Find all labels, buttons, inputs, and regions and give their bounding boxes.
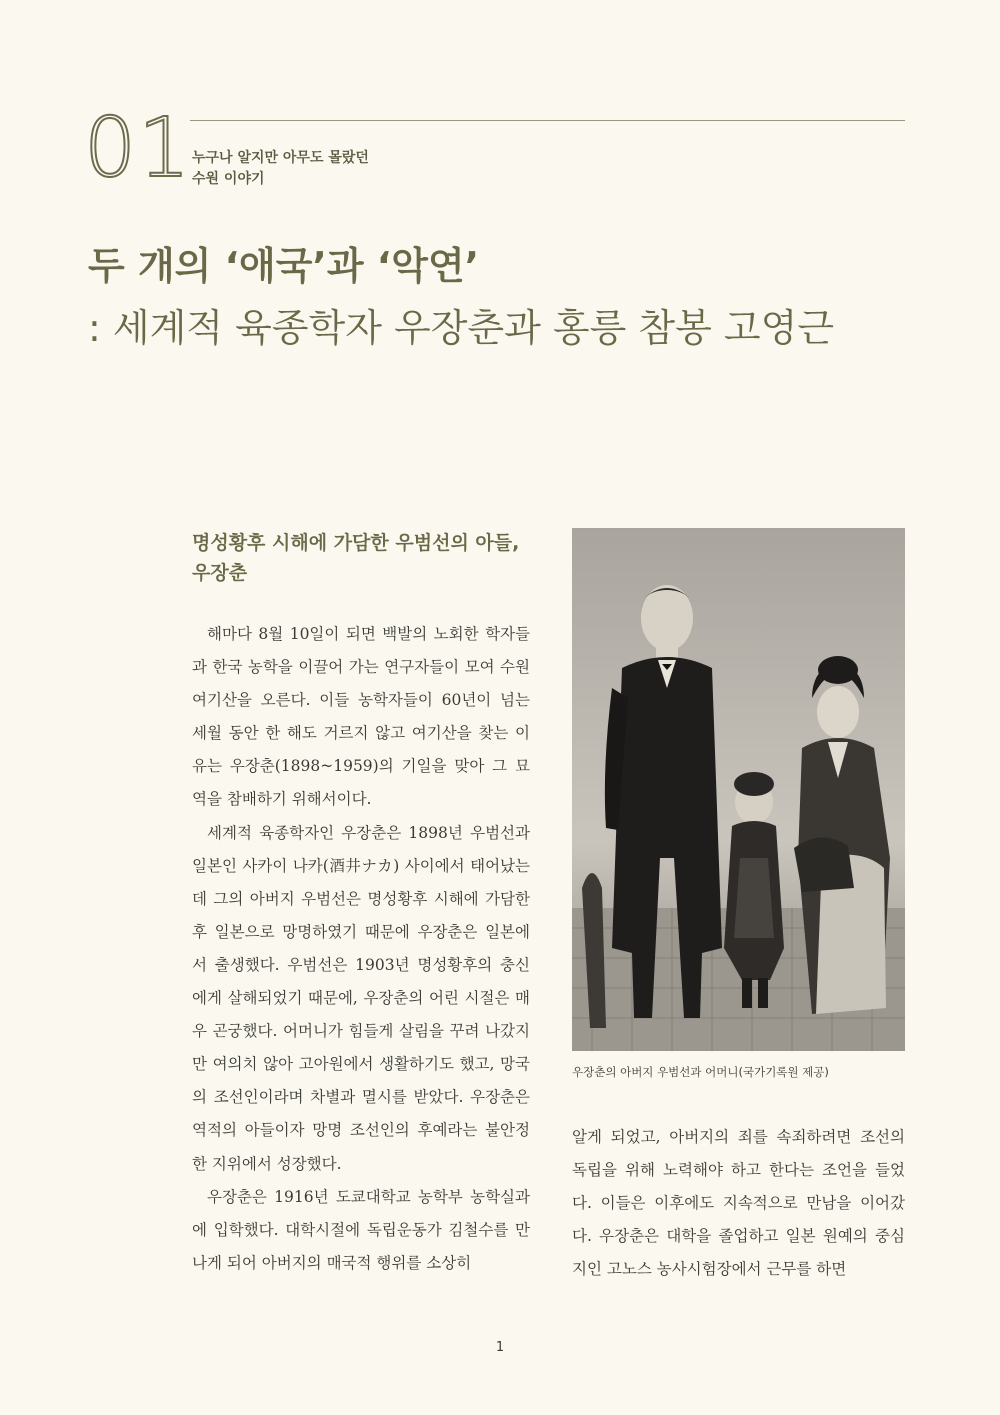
page-number: 1 (495, 1340, 505, 1355)
body-paragraph: 우장춘은 1916년 도쿄대학교 농학부 농학실과에 입학했다. 대학시절에 독립운동가 김철수를 만나게 되어 아버지의 매국적 행위를 소상히 (192, 1187, 530, 1272)
chapter-subtitle (192, 148, 369, 190)
title-line2: : 세계적 육종학자 우장춘과 홍릉 참봉 고영근 (88, 306, 835, 350)
chapter-subtitle-line1: 누구나 알지만 아무도 몰랐던 (192, 150, 369, 166)
chapter-number: 01 (84, 101, 193, 196)
section-heading (192, 528, 552, 588)
section-heading-line2: 우장춘 (192, 562, 248, 584)
body-column-right (572, 1121, 905, 1286)
title-line1: 두 개의 ‘애국’과 ‘악연’ (88, 244, 480, 288)
photo-caption: 우장춘의 아버지 우범선과 어머니(국가기록원 제공) (572, 1065, 829, 1079)
chapter-subtitle-line2: 수원 이야기 (192, 171, 265, 187)
top-rule (190, 120, 905, 121)
section-heading-line1: 명성황후 시해에 가담한 우범선의 아들, (192, 532, 520, 554)
body-column-left (192, 618, 530, 1280)
body-paragraph: 알게 되었고, 아버지의 죄를 속죄하려면 조선의 독립을 위해 노력해야 하고 한다는 조언을 들었다. 이들은 이후에도 지속적으로 만남을 이어갔다. 우장춘은 대학을 졸업하고 일본 원예의 중심지인 고노스 농사시험장에서 근무를 하면 (572, 1128, 905, 1279)
body-paragraph: 해마다 8월 10일이 되면 백발의 노회한 학자들과 한국 농학을 이끌어 가는 연구자들이 모여 수원 여기산을 오른다. 이들 농학자들이 60년이 넘는 세월 동안 한 해도 거르지 않고 여기산을 찾는 이유는 우장춘(1898~1959)의 기일을 맞아 그 묘역을 참배하기 위해서이다. (192, 625, 530, 809)
family-photo (572, 528, 905, 1051)
body-paragraph: 세계적 육종학자인 우장춘은 1898년 우범선과 일본인 사카이 나카(酒井ナカ) 사이에서 태어났는데 그의 아버지 우범선은 명성황후 시해에 가담한 후 일본으로 망명하였기 때문에 우장춘은 일본에서 출생했다. 우범선은 1903년 명성황후의 충신에게 살해되었기 때문에, 우장춘의 어린 시절은 매우 곤궁했다. 어머니가 힘들게 살림을 꾸려 나갔지만 여의치 않아 고아원에서 생활하기도 했고, 망국의 조선인이라며 차별과 멸시를 받았다. 우장춘은 역적의 아들이자 망명 조선인의 후예라는 불안정한 지위에서 성장했다. (192, 823, 530, 1173)
